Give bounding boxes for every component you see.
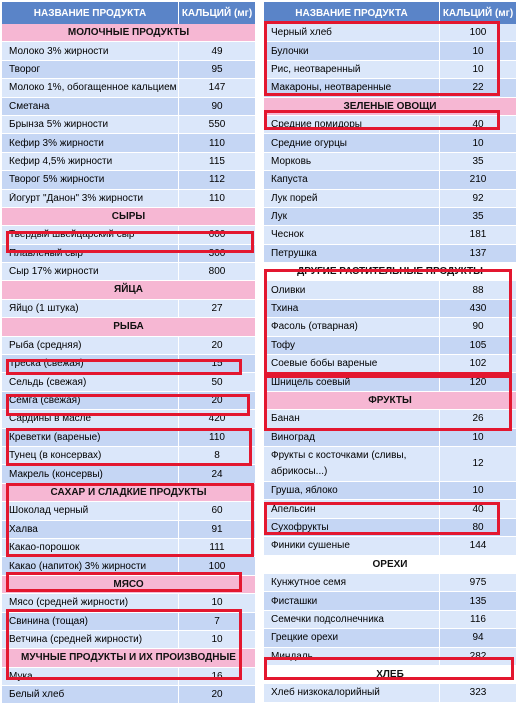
product-name: Финики сушеные: [271, 540, 350, 552]
product-name: Треска (свежая): [9, 358, 84, 370]
table-row: [264, 134, 516, 152]
table-row: [264, 537, 516, 555]
product-name: Миндаль: [271, 650, 313, 662]
left-body: [2, 24, 255, 704]
calcium-value: 88: [439, 281, 516, 298]
product-name: Морковь: [271, 155, 312, 167]
table-row: [2, 226, 255, 244]
calcium-value: 20: [178, 686, 255, 703]
table-row: [2, 539, 255, 557]
table-row: [2, 263, 255, 281]
product-name: Семечки подсолнечника: [271, 613, 384, 625]
calcium-value: 323: [439, 684, 516, 701]
right-body: [264, 24, 516, 703]
product-name: Лук: [271, 211, 288, 223]
calcium-value: 10: [439, 482, 516, 499]
calcium-value: 975: [439, 574, 516, 591]
category-header: ОРЕХИ: [264, 556, 516, 574]
product-name: Семга (свежая): [9, 395, 81, 406]
table-row: [2, 61, 255, 79]
table-row: [264, 42, 516, 60]
product-name: Яйцо (1 штука): [9, 303, 79, 315]
table-row: [264, 410, 516, 428]
calcium-value: 111: [178, 539, 255, 556]
calcium-value: 115: [178, 153, 255, 170]
product-name: Ветчина (средней жирности): [9, 634, 143, 646]
table-row: [2, 171, 255, 189]
category-header: МЯСО: [2, 576, 255, 594]
calcium-value: 90: [439, 318, 516, 335]
table-row: [2, 447, 255, 465]
calcium-value: 116: [439, 611, 516, 628]
category-header: СЫРЫ: [2, 208, 255, 226]
calcium-value: 10: [439, 429, 516, 446]
product-name: Сельдь (свежая): [9, 376, 87, 388]
table-row: [2, 98, 255, 116]
calcium-value: 210: [439, 171, 516, 188]
table-row: [2, 134, 255, 152]
calcium-value: 80: [439, 519, 516, 536]
table-row: [2, 686, 255, 704]
category-header: ДРУГИЕ РАСТИТЕЛЬНЫЕ ПРОДУКТЫ: [264, 263, 516, 281]
table-row: [2, 42, 255, 60]
product-name: Рыба (средняя): [9, 339, 82, 351]
calcium-value: 7: [178, 613, 255, 630]
calcium-value: 105: [439, 337, 516, 354]
table-row: [264, 519, 516, 537]
product-name: Мука: [9, 670, 33, 682]
product-name: Сухофрукты: [271, 521, 329, 533]
table-row: [2, 300, 255, 318]
product-name: Грецкие орехи: [271, 632, 339, 644]
calcium-value: 181: [439, 226, 516, 243]
calcium-value: 50: [178, 373, 255, 390]
calcium-value: 91: [178, 521, 255, 538]
product-name: Йогурт "Данон" 3% жирности: [9, 192, 144, 204]
product-name: Соевые бобы вареные: [271, 358, 378, 370]
table-row: [2, 613, 255, 631]
product-name: Макароны, неотваренные: [271, 82, 392, 94]
product-name: Сыр 17% жирности: [9, 266, 99, 278]
product-name: Банан: [271, 413, 300, 425]
table-row: [264, 79, 516, 97]
product-name: Фисташки: [271, 595, 318, 607]
calcium-value: 550: [178, 116, 255, 133]
table-row: [264, 208, 516, 226]
calcium-value: 420: [178, 410, 255, 427]
table-row: [2, 557, 255, 575]
calcium-value: 60: [178, 502, 255, 519]
product-name: Твердый швейцарский сыр: [9, 229, 135, 241]
product-name: Мясо (средней жирности): [9, 597, 129, 609]
header-calcium: КАЛЬЦИЙ (мг): [439, 2, 516, 24]
product-name: Булочки: [271, 45, 309, 57]
table-row: [264, 153, 516, 171]
calcium-value: 49: [178, 42, 255, 59]
calcium-value: 110: [178, 429, 255, 446]
category-header: САХАР И СЛАДКИЕ ПРОДУКТЫ: [2, 484, 255, 502]
calcium-value: 10: [439, 42, 516, 59]
table-row: [2, 631, 255, 649]
table-row: [264, 611, 516, 629]
product-name: Плавленый сыр: [9, 247, 83, 259]
category-header: МУЧНЫЕ ПРОДУКТЫ И ИХ ПРОИЗВОДНЫЕ: [2, 649, 255, 667]
product-name: Апельсин: [271, 503, 316, 515]
table-row: [264, 482, 516, 500]
product-name: Средние огурцы: [271, 137, 347, 149]
calcium-value: 92: [439, 190, 516, 207]
table-row: [264, 592, 516, 610]
calcium-value: 10: [439, 61, 516, 78]
table-row: [2, 594, 255, 612]
calcium-value: 10: [178, 594, 255, 611]
category-header: ЯЙЦА: [2, 281, 255, 299]
product-name: Кефир 4,5% жирности: [9, 155, 113, 167]
left-column: [2, 2, 255, 704]
calcium-value: 800: [178, 263, 255, 280]
table-row: [264, 429, 516, 447]
table-row: [2, 373, 255, 391]
product-name: Чеснок: [271, 229, 304, 241]
table-row: [264, 281, 516, 299]
product-name: Тофу: [271, 339, 296, 351]
category-header: ХЛЕБ: [264, 666, 516, 684]
calcium-value: 282: [439, 648, 516, 665]
table-row: [264, 300, 516, 318]
table-row: [2, 153, 255, 171]
calcium-value: 95: [178, 61, 255, 78]
calcium-value: 120: [439, 373, 516, 390]
product-name: Какао (напиток) 3% жирности: [9, 560, 147, 572]
category-header: МОЛОЧНЫЕ ПРОДУКТЫ: [2, 24, 255, 42]
product-name: Шоколад черный: [9, 505, 89, 517]
calcium-value: 40: [439, 500, 516, 517]
product-name: Оливки: [271, 284, 306, 296]
product-name: Молоко 3% жирности: [9, 45, 109, 57]
calcium-value: 8: [178, 447, 255, 464]
product-name: Халва: [9, 523, 38, 535]
table-header: [2, 2, 255, 24]
category-header: РЫБА: [2, 318, 255, 336]
product-name: Черный хлеб: [271, 27, 332, 39]
table-row: [264, 373, 516, 391]
header-name: НАЗВАНИЕ ПРОДУКТА: [295, 7, 408, 19]
table-row: [264, 648, 516, 666]
product-name: Брынза 5% жирности: [9, 119, 109, 131]
calcium-value: 35: [439, 153, 516, 170]
table-row: [264, 171, 516, 189]
calcium-value: 430: [439, 300, 516, 317]
calcium-value: 20: [178, 392, 255, 409]
product-name: Лук порей: [271, 192, 318, 204]
calcium-value: 100: [178, 557, 255, 574]
product-name: Шницель соевый: [271, 376, 351, 388]
table-row: [264, 245, 516, 263]
calcium-value: 90: [178, 98, 255, 115]
product-name: Творог: [9, 63, 41, 75]
product-name: Молоко 1%, обогащенное кальцием: [9, 82, 177, 94]
calcium-table: [2, 2, 516, 701]
product-name: Средние помидоры: [271, 119, 362, 131]
table-row: [2, 116, 255, 134]
calcium-value: 102: [439, 355, 516, 372]
product-name: Рис, неотваренный: [271, 63, 361, 75]
product-name: Белый хлеб: [9, 689, 65, 701]
table-row: [2, 465, 255, 483]
table-header: [264, 2, 516, 24]
calcium-value: 10: [178, 631, 255, 648]
table-row: [264, 116, 516, 134]
table-row: [2, 190, 255, 208]
header-name: НАЗВАНИЕ ПРОДУКТА: [33, 7, 147, 19]
table-row: [264, 24, 516, 42]
table-row: [264, 574, 516, 592]
table-row: [2, 79, 255, 97]
product-name: Креветки (вареные): [9, 431, 101, 443]
category-header: ЗЕЛЕНЫЕ ОВОЩИ: [264, 98, 516, 116]
table-row: [264, 318, 516, 336]
product-name: Тхина: [271, 303, 299, 315]
table-row: [2, 355, 255, 373]
calcium-value: 112: [178, 171, 255, 188]
table-row: [2, 668, 255, 686]
table-row: [264, 337, 516, 355]
product-name: Какао-порошок: [9, 542, 80, 554]
calcium-value: 16: [178, 668, 255, 685]
table-row: [264, 355, 516, 373]
table-row: [2, 429, 255, 447]
product-name: Виноград: [271, 431, 315, 443]
calcium-value: 20: [178, 337, 255, 354]
table-row: [264, 629, 516, 647]
table-row: [264, 684, 516, 702]
table-row: [2, 392, 255, 410]
product-name: Петрушка: [271, 247, 317, 259]
calcium-value: 300: [178, 245, 255, 262]
calcium-value: 600: [178, 226, 255, 243]
calcium-value: 35: [439, 208, 516, 225]
calcium-value: 22: [439, 79, 516, 96]
calcium-value: 12: [439, 447, 516, 481]
calcium-value: 144: [439, 537, 516, 554]
product-name: Свинина (тощая): [9, 615, 88, 627]
table-row: [2, 410, 255, 428]
calcium-value: 94: [439, 629, 516, 646]
table-row: [2, 502, 255, 520]
category-header: ФРУКТЫ: [264, 392, 516, 410]
table-row: [2, 337, 255, 355]
calcium-value: 27: [178, 300, 255, 317]
product-name: Тунец (в консервах): [9, 450, 102, 462]
calcium-value: 100: [439, 24, 516, 41]
table-row: [2, 245, 255, 263]
product-name: Макрель (консервы): [9, 468, 103, 480]
calcium-value: 40: [439, 116, 516, 133]
calcium-value: 137: [439, 245, 516, 262]
calcium-value: 24: [178, 465, 255, 482]
product-name: Фрукты с косточками (сливы, абрикосы...): [271, 449, 407, 477]
calcium-value: 135: [439, 592, 516, 609]
product-name: Фасоль (отварная): [271, 321, 358, 333]
product-name: Кунжутное семя: [271, 577, 347, 589]
table-row: [264, 61, 516, 79]
table-row: [264, 447, 516, 482]
product-name: Творог 5% жирности: [9, 174, 105, 186]
product-name: Кефир 3% жирности: [9, 137, 104, 149]
table-row: [264, 500, 516, 518]
calcium-value: 110: [178, 190, 255, 207]
calcium-value: 15: [178, 355, 255, 372]
product-name: Капуста: [271, 174, 308, 186]
calcium-value: 26: [439, 410, 516, 427]
calcium-value: 110: [178, 134, 255, 151]
calcium-value: 147: [178, 79, 255, 96]
calcium-value: 10: [439, 134, 516, 151]
right-column: [264, 2, 516, 703]
table-row: [264, 226, 516, 244]
header-calcium: КАЛЬЦИЙ (мг): [178, 2, 255, 24]
product-name: Груша, яблоко: [271, 485, 338, 497]
product-name: Сардины в масле: [9, 413, 92, 425]
table-row: [264, 190, 516, 208]
product-name: Хлеб низкокалорийный: [271, 687, 380, 699]
product-name: Сметана: [9, 100, 50, 112]
table-row: [2, 521, 255, 539]
